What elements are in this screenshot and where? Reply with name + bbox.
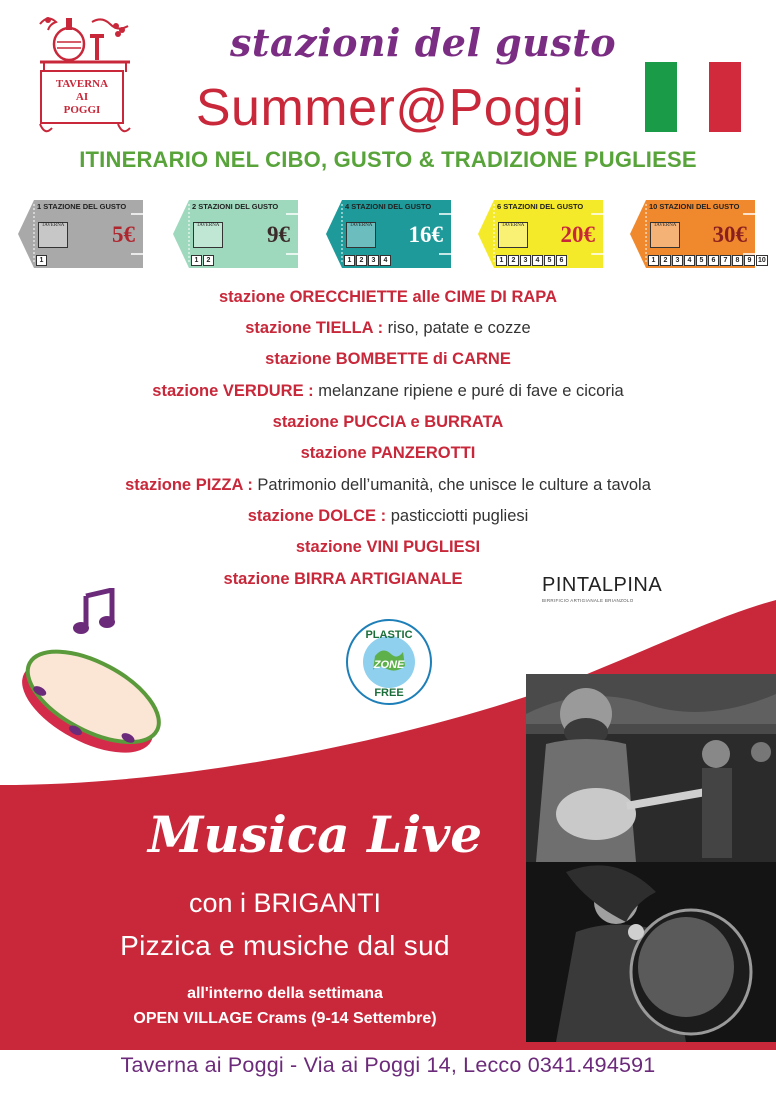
flag-white-stripe bbox=[677, 62, 709, 132]
ticket bbox=[173, 200, 298, 268]
italian-flag-icon bbox=[645, 62, 741, 132]
ticket-logo: TAVERNA bbox=[38, 222, 68, 248]
station-item bbox=[0, 350, 776, 369]
station-name: stazione BOMBETTE di CARNE bbox=[265, 350, 511, 368]
station-item bbox=[0, 413, 776, 432]
station-item bbox=[0, 288, 776, 307]
ticket-price: 20€ bbox=[560, 222, 595, 247]
station-description: pasticciotti pugliesi bbox=[390, 507, 529, 525]
music-title: Musica Live bbox=[148, 805, 483, 864]
ticket-label: 1 STAZIONE DEL GUSTO bbox=[37, 202, 127, 211]
ticket-number: 1 bbox=[191, 255, 202, 266]
ticket-numbers bbox=[191, 255, 214, 266]
ticket-number: 5 bbox=[696, 255, 707, 266]
station-description: melanzane ripiene e puré di fave e cicoria bbox=[318, 382, 624, 400]
ticket-logo: TAVERNA bbox=[193, 222, 223, 248]
ticket-price: 16€ bbox=[408, 222, 443, 247]
ticket-number: 4 bbox=[380, 255, 391, 266]
ticket-logo: TAVERNA bbox=[650, 222, 680, 248]
ticket-numbers bbox=[36, 255, 47, 266]
ticket-logo: TAVERNA bbox=[346, 222, 376, 248]
ticket-price: 5€ bbox=[112, 222, 135, 247]
station-name: stazione VERDURE : bbox=[152, 382, 319, 400]
ticket-number: 8 bbox=[732, 255, 743, 266]
script-title: stazioni del gusto bbox=[230, 20, 617, 65]
ticket bbox=[326, 200, 451, 268]
ticket-number: 6 bbox=[556, 255, 567, 266]
station-item bbox=[0, 476, 776, 495]
ticket-number: 3 bbox=[520, 255, 531, 266]
station-name: stazione DOLCE : bbox=[247, 507, 391, 525]
station-item bbox=[0, 538, 776, 557]
ticket-number: 2 bbox=[203, 255, 214, 266]
station-item bbox=[0, 319, 776, 338]
station-description: Patrimonio dell’umanità, che unisce le culture a tavola bbox=[257, 476, 651, 494]
ticket bbox=[18, 200, 143, 268]
ticket-number: 1 bbox=[496, 255, 507, 266]
station-name: stazione ORECCHIETTE alle CIME DI RAPA bbox=[219, 288, 557, 306]
station-item bbox=[0, 382, 776, 401]
ticket-number: 2 bbox=[660, 255, 671, 266]
ticket-number: 4 bbox=[684, 255, 695, 266]
station-name: stazione VINI PUGLIESI bbox=[295, 538, 481, 556]
ticket-logo: TAVERNA bbox=[498, 222, 528, 248]
ticket-number: 7 bbox=[720, 255, 731, 266]
station-name: stazione TIELLA : bbox=[245, 319, 388, 337]
station-item bbox=[0, 444, 776, 463]
band-photo-guitarist bbox=[526, 674, 776, 862]
sponsor-tagline: BIRRIFICIO ARTIGIANALE BRIANZOLO bbox=[542, 598, 634, 603]
ticket-number: 1 bbox=[36, 255, 47, 266]
badge-bottom-text: FREE bbox=[374, 687, 404, 699]
page-title: Summer@Poggi bbox=[195, 79, 585, 137]
ticket-label: 2 STAZIONI DEL GUSTO bbox=[192, 202, 279, 211]
ticket-number: 3 bbox=[368, 255, 379, 266]
ticket-number: 3 bbox=[672, 255, 683, 266]
ticket-price: 30€ bbox=[712, 222, 747, 247]
logo-line3: POGGI bbox=[63, 103, 101, 116]
logo-sign bbox=[40, 70, 124, 124]
station-description: riso, patate e cozze bbox=[387, 319, 531, 337]
plastic-free-badge-icon bbox=[345, 618, 433, 706]
station-name: stazione PIZZA : bbox=[125, 476, 258, 494]
sponsor-name: PINTALPINA bbox=[542, 574, 663, 596]
ticket-numbers bbox=[344, 255, 391, 266]
footer-address: Taverna ai Poggi - Via ai Poggi 14, Lecco 0341.494591 bbox=[120, 1053, 656, 1077]
event-line1: all'interno della settimana bbox=[187, 985, 383, 1002]
station-name: stazione BIRRA ARTIGIANALE bbox=[223, 570, 463, 588]
ticket-number: 5 bbox=[544, 255, 555, 266]
ticket-number: 6 bbox=[708, 255, 719, 266]
logo-ornament-icon bbox=[30, 122, 140, 138]
ticket-number: 2 bbox=[356, 255, 367, 266]
ticket bbox=[478, 200, 603, 268]
station-name: stazione PUCCIA e BURRATA bbox=[272, 413, 504, 431]
ticket-price: 9€ bbox=[267, 222, 290, 247]
ticket-number: 9 bbox=[744, 255, 755, 266]
ticket-number: 2 bbox=[508, 255, 519, 266]
event-line2: OPEN VILLAGE Crams (9-14 Settembre) bbox=[133, 1010, 437, 1027]
ticket-number: 4 bbox=[532, 255, 543, 266]
badge-middle-text: ZONE bbox=[373, 659, 405, 671]
flag-red-stripe bbox=[709, 62, 741, 132]
ticket-numbers bbox=[648, 255, 768, 266]
badge-top-text: PLASTIC bbox=[365, 629, 413, 641]
music-note-icon bbox=[72, 588, 118, 636]
ticket-number: 1 bbox=[344, 255, 355, 266]
station-item bbox=[0, 507, 776, 526]
band-line: con i BRIGANTI bbox=[188, 888, 382, 918]
wine-flask-icon bbox=[30, 12, 140, 72]
ticket-number: 1 bbox=[648, 255, 659, 266]
station-name: stazione PANZEROTTI bbox=[300, 444, 476, 462]
logo-line1: TAVERNA bbox=[55, 77, 109, 90]
ticket-row bbox=[18, 200, 766, 270]
ticket-number: 10 bbox=[758, 257, 766, 264]
ticket-label: 6 STAZIONI DEL GUSTO bbox=[497, 202, 584, 211]
taverna-logo bbox=[30, 12, 140, 137]
ticket bbox=[630, 200, 766, 268]
logo-line2: AI bbox=[75, 90, 89, 103]
subtitle: ITINERARIO NEL CIBO, GUSTO & TRADIZIONE PUGLIESE bbox=[79, 147, 697, 172]
ticket-numbers bbox=[496, 255, 567, 266]
genre-line: Pizzica e musiche dal sud bbox=[120, 930, 450, 961]
ticket-label: 4 STAZIONI DEL GUSTO bbox=[345, 202, 432, 211]
tambourine-icon bbox=[10, 638, 170, 768]
ticket-label: 10 STAZIONI DEL GUSTO bbox=[649, 202, 740, 211]
flag-green-stripe bbox=[645, 62, 677, 132]
